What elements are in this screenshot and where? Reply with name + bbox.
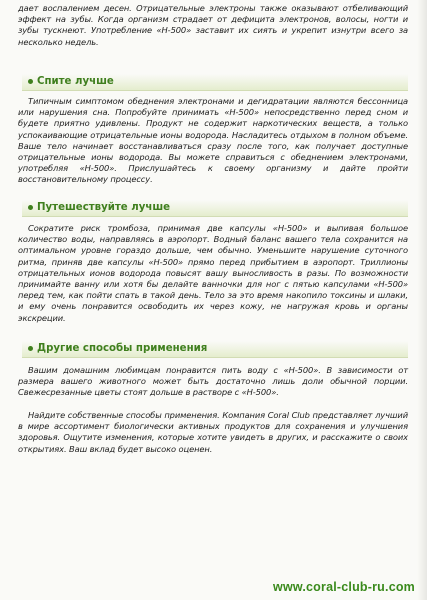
section-body-travel <box>18 223 408 324</box>
paragraph: Типичным симптомом обеднения электронами и дегидратации являются бессонница или нарушения сна. Попробуйте принимать «Н-500» непосредственно перед сном и будете приятно удивлены. Продукт не содержит наркотических веществ, а только успокаивающие отрицательные ионы водорода. Насладитесь отдыхом в полном объеме. Ваше тело начинает восстанавливаться сразу после того, как получает доступные отрицательные ионы водорода. Вы можете справиться с обеднением электронами, употребляя «Н-500». Прислушайтесь к своему организму и дайте пройти восстановительному процессу. <box>18 96 408 185</box>
section-body-other-1 <box>18 365 408 399</box>
section-title: Путешествуйте лучше <box>37 202 171 213</box>
section-heading-sleep <box>22 74 408 91</box>
section-heading-other <box>22 341 408 358</box>
paragraph: Вашим домашним любимцам понравится пить воду с «Н-500». В зависимости от размера вашего животного может быть достаточно лишь доли обычной порции. Свежесрезанные цветы стоят дольше в растворе с «Н-500». <box>18 365 408 398</box>
page-edge-shadow <box>417 0 427 600</box>
bullet-icon <box>28 346 33 351</box>
intro-paragraph <box>18 3 408 48</box>
bullet-icon <box>28 79 33 84</box>
intro-text: дает воспалением десен. Отрицательные электроны также оказывают отбеливающий эффект на зубы. Когда организм страдает от дефицита электронов, волосы, ногти и зубы тускнеют. Употребление «Н-500» заставит их сиять и укрепит изнутри всего за несколько недель. <box>18 3 408 47</box>
section-heading-travel <box>22 200 408 217</box>
bullet-icon <box>28 205 33 210</box>
section-body-sleep <box>18 96 408 186</box>
paragraph: Найдите собственные способы применения. Компания Coral Club представляет лучший в мире ассортимент биологически активных продуктов для сохранения и улучшения здоровья. Ощутите изменения, которые хотите увидеть в других, и расскажите о своих открытиях. Ваш вклад будет высоко оценен. <box>18 410 408 454</box>
section-title: Другие способы применения <box>37 343 208 354</box>
section-body-other-2 <box>18 410 408 455</box>
paragraph: Сократите риск тромбоза, принимая две капсулы «Н-500» и выпивая большое количество воды, направляясь в аэропорт. Водный баланс вашего тела сохранится на оптимальном уровне гораздо дольше, чем обычно. Уменьшите нарушение суточного ритма, приняв две капсулы «Н-500» прямо перед прибытием в аэропорт. Триллионы отрицательных ионов водорода повысят вашу выносливость в разы. По возможности принимайте ванну или хотя бы делайте ванночки для ног с пятью капсулами «Н-500» перед тем, как пойти спать в такой день. Тело за это время накопило токсины и шлаки, и ему очень понравится освободить их через кожу, не нагружая кровь и органы экскреции. <box>18 223 408 323</box>
section-title: Спите лучше <box>37 76 114 87</box>
website-url[interactable]: www.coral-club-ru.com <box>273 580 415 594</box>
